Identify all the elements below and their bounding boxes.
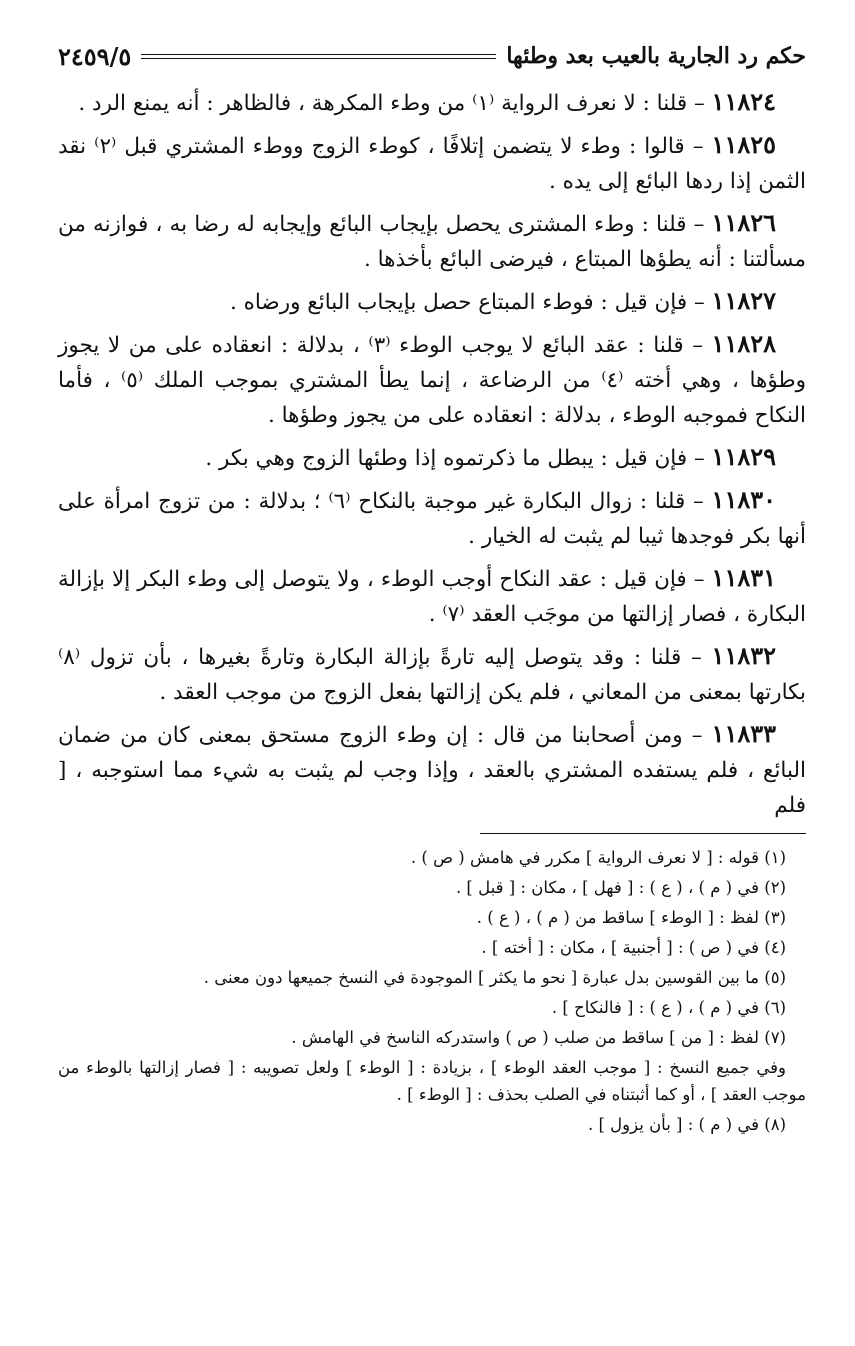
footnote: (٤) في ( ص ) : [ أجنبية ] ، مكان : [ أخته ] .: [481, 938, 786, 957]
paragraph: [58, 205, 806, 277]
paragraph-text: – قلنا : عقد البائع لا يوجب الوطء ⁽٣⁾ ، بدلالة : انعقاده على من لا يجوز وطؤها ، وهي أخته ⁽٤⁾ من الرضاعة ، إنما يطأ المشتري بموجب الملك ⁽٥⁾ ، فأما النكاح فموجبه الوطء ، بدلالة : انعقاده على من يجوز وطؤها .: [58, 333, 806, 428]
footnote: (٦) في ( م ) ، ( ع ) : [ فالنكاح ] .: [551, 998, 786, 1017]
paragraph: [58, 127, 806, 199]
paragraph-text: – فإن قيل : فوطء المبتاع حصل بإيجاب البائع ورضاه .: [229, 290, 712, 315]
paragraph-number: ١١٨٢٤: [711, 87, 776, 116]
paragraph-number: ١١٨٢٧: [711, 286, 776, 315]
book-page: [58, 36, 806, 1316]
paragraph: [58, 84, 806, 121]
footnote: (٧) لفظ : [ من ] ساقط من صلب ( ص ) واستدركه الناسخ في الهامش .: [291, 1028, 786, 1047]
page-header: [58, 36, 806, 76]
page-number: ٢٤٥٩/٥: [58, 41, 132, 71]
paragraph: [58, 283, 806, 320]
footnote: (٣) لفظ : [ الوطء ] ساقط من ( م ) ، ( ع ) .: [476, 908, 786, 927]
footnote: (٥) ما بين القوسين بدل عبارة [ نحو ما يكثر ] الموجودة في النسخ جميعها دون معنى .: [203, 968, 786, 987]
footnote: (٨) في ( م ) : [ بأن يزول ] .: [588, 1115, 786, 1134]
paragraph: [58, 638, 806, 710]
paragraph: [58, 482, 806, 554]
footnote: (٢) في ( م ) ، ( ع ) : [ فهل ] ، مكان : [ قبل ] .: [455, 878, 786, 897]
paragraph-number: ١١٨٣١: [711, 563, 776, 592]
paragraph: [58, 439, 806, 476]
paragraph-number: ١١٨٢٥: [711, 130, 776, 159]
footnotes: [58, 844, 806, 1138]
paragraph-text: – ومن أصحابنا من قال : إن وطء الزوج مستحق بمعنى كان من ضمان البائع ، فلم يستفده المشتري بالعقد ، وإذا وجب لم يثبت به شيء مما استوجبه ، [ فلم: [58, 723, 806, 818]
paragraph-number: ١١٨٢٨: [711, 329, 776, 358]
paragraph-number: ١١٨٣٢: [711, 641, 776, 670]
footnote: وفي جميع النسخ : [ موجب العقد الوطء ] ، بزيادة : [ الوطء ] ولعل تصويبه : [ فصار إزالتها بالوطء من موجب العقد ] ، أو كما أثبتناه في الصلب بحذف : [ الوطء ] .: [58, 1058, 806, 1104]
paragraph-number: ١١٨٣٠: [711, 485, 776, 514]
paragraph-text: – قلنا : زوال البكارة غير موجبة بالنكاح ⁽٦⁾ ؛ بدلالة : من تزوج امرأة على أنها بكر فوجدها ثيبا لم يثبت له الخيار .: [58, 489, 806, 549]
paragraph-text: – قلنا : لا نعرف الرواية ⁽١⁾ من وطء المكرهة ، فالظاهر : أنه يمنع الرد .: [78, 91, 712, 116]
paragraph: [58, 560, 806, 632]
paragraph-text: – فإن قيل : عقد النكاح أوجب الوطء ، ولا يتوصل إلى وطء البكر إلا بإزالة البكارة ، فصار إزالتها من موجَب العقد ⁽٧⁾ .: [58, 567, 806, 627]
paragraph: [58, 716, 806, 823]
running-title: حكم رد الجارية بالعيب بعد وطئها: [506, 43, 806, 69]
paragraph: [58, 326, 806, 433]
footnote-separator: [480, 833, 806, 834]
paragraph-number: ١١٨٢٩: [711, 442, 776, 471]
header-rule: [141, 54, 496, 59]
paragraph-text: – قلنا : وقد يتوصل إليه تارةً بإزالة البكارة وتارةً بغيرها ، بأن تزول ⁽٨⁾ بكارتها بمعنى من المعاني ، فلم يكن إزالتها بفعل الزوج من موجب العقد .: [58, 645, 806, 705]
paragraph-text: – فإن قيل : يبطل ما ذكرتموه إذا وطئها الزوج وهي بكر .: [205, 446, 712, 471]
paragraph-text: – قلنا : وطء المشترى يحصل بإيجاب البائع وإيجابه له رضا به ، فوازنه من مسألتنا : أنه يطؤها المبتاع ، فيرضى البائع بأخذها .: [58, 212, 806, 272]
footnote: (١) قوله : [ لا نعرف الرواية ] مكرر في هامش ( ص ) .: [410, 848, 786, 867]
paragraph-text: – قالوا : وطء لا يتضمن إتلافًا ، كوطء الزوج ووطء المشتري قبل ⁽٢⁾ نقد الثمن إذا ردها البائع إلى يده .: [58, 134, 806, 194]
main-text: [58, 84, 806, 823]
paragraph-number: ١١٨٣٣: [711, 719, 776, 748]
paragraph-number: ١١٨٢٦: [711, 208, 776, 237]
